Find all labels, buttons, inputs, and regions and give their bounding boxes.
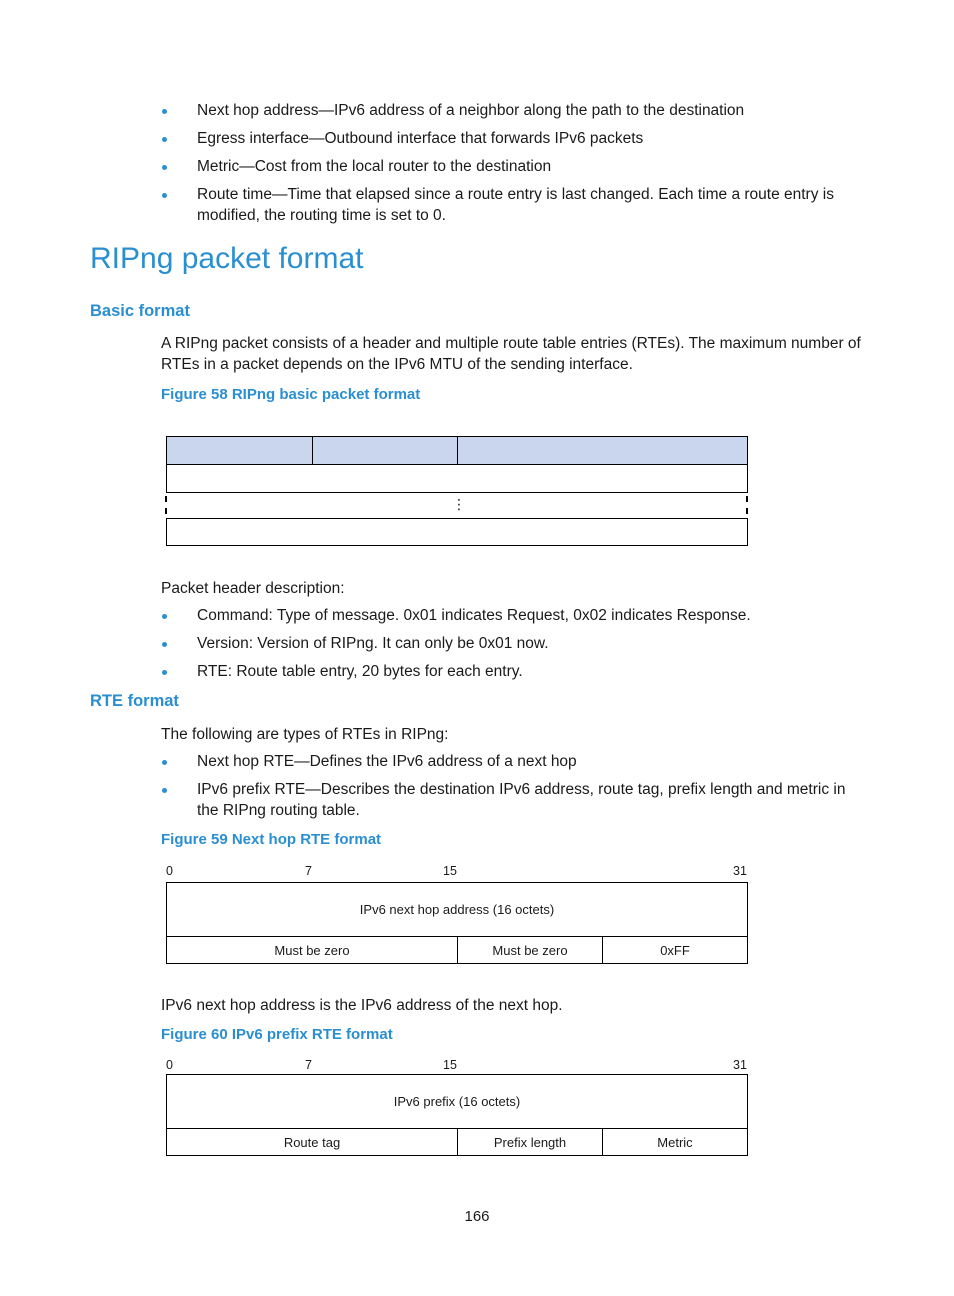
route-entry-attributes-list xyxy=(160,100,870,233)
bullet-icon xyxy=(162,760,167,765)
bit-label: 15 xyxy=(443,864,457,878)
bullet-icon xyxy=(162,788,167,793)
figure-60-caption: Figure 60 IPv6 prefix RTE format xyxy=(161,1026,393,1043)
bullet-icon xyxy=(162,165,167,170)
field-row xyxy=(166,936,748,964)
packet-header-description: Packet header description: xyxy=(161,580,345,597)
rte-intro: The following are types of RTEs in RIPng: xyxy=(161,726,449,743)
section-title: RIPng packet format xyxy=(90,242,364,275)
list-item: RTE: Route table entry, 20 bytes for each entry. xyxy=(160,661,870,682)
bullet-icon xyxy=(162,614,167,619)
figure-58-caption: Figure 58 RIPng basic packet format xyxy=(161,386,421,403)
rte-row xyxy=(166,518,748,546)
figure-59-description: IPv6 next hop address is the IPv6 address of the next hop. xyxy=(161,997,563,1014)
packet-header-fields-list xyxy=(160,605,870,689)
figure-58-diagram xyxy=(166,436,748,546)
ellipsis-mark: ⋮ xyxy=(452,496,466,512)
must-be-zero-field: Must be zero xyxy=(458,937,603,963)
bit-label: 7 xyxy=(305,864,312,878)
field-row xyxy=(166,1128,748,1156)
bit-label: 0 xyxy=(166,1058,173,1072)
bullet-icon xyxy=(162,193,167,198)
list-item: Egress interface—Outbound interface that forwards IPv6 packets xyxy=(160,128,870,149)
page-number: 166 xyxy=(464,1208,490,1225)
prefix-length-field: Prefix length xyxy=(458,1129,603,1155)
bit-label: 31 xyxy=(733,864,747,878)
bit-label: 15 xyxy=(443,1058,457,1072)
bit-label: 0 xyxy=(166,864,173,878)
list-item: Next hop address—IPv6 address of a neighbor along the path to the destination xyxy=(160,100,870,121)
list-item: Metric—Cost from the local router to the destination xyxy=(160,156,870,177)
version-field xyxy=(313,437,458,464)
bullet-icon xyxy=(162,642,167,647)
ipv6-prefix-field: IPv6 prefix (16 octets) xyxy=(166,1074,748,1129)
metric-field: Metric xyxy=(657,1134,693,1150)
list-item: Route time—Time that elapsed since a route entry is last changed. Each time a route entry is modified, the routing time is set to 0. xyxy=(160,184,870,226)
bullet-icon xyxy=(162,109,167,114)
packet-header-row xyxy=(166,436,748,465)
basic-format-paragraph: A RIPng packet consists of a header and multiple route table entries (RTEs). The maximum number of RTEs in a packet depends on the IPv6 MTU of the sending interface. xyxy=(161,335,861,373)
bit-label: 31 xyxy=(733,1058,747,1072)
list-item: Version: Version of RIPng. It can only be 0x01 now. xyxy=(160,633,870,654)
rte-format-heading: RTE format xyxy=(90,692,179,710)
list-item: Command: Type of message. 0x01 indicates Request, 0x02 indicates Response. xyxy=(160,605,870,626)
route-tag-field: Route tag xyxy=(167,1129,458,1155)
rte-row xyxy=(166,464,748,493)
must-be-zero-field xyxy=(458,437,747,464)
bullet-icon xyxy=(162,670,167,675)
list-item: IPv6 prefix RTE—Describes the destination IPv6 address, route tag, prefix length and metric in the RIPng routing table. xyxy=(160,779,870,821)
figure-59-caption: Figure 59 Next hop RTE format xyxy=(161,831,382,848)
next-hop-address-field: IPv6 next hop address (16 octets) xyxy=(166,882,748,937)
list-item: Next hop RTE—Defines the IPv6 address of a next hop xyxy=(160,751,870,772)
basic-format-heading: Basic format xyxy=(90,302,190,320)
0xff-field: 0xFF xyxy=(660,942,690,958)
bullet-icon xyxy=(162,137,167,142)
bit-label: 7 xyxy=(305,1058,312,1072)
must-be-zero-field: Must be zero xyxy=(167,937,458,963)
continuation-left xyxy=(165,496,167,514)
continuation-right xyxy=(746,496,748,514)
rte-types-list xyxy=(160,751,870,828)
command-field xyxy=(167,437,313,464)
